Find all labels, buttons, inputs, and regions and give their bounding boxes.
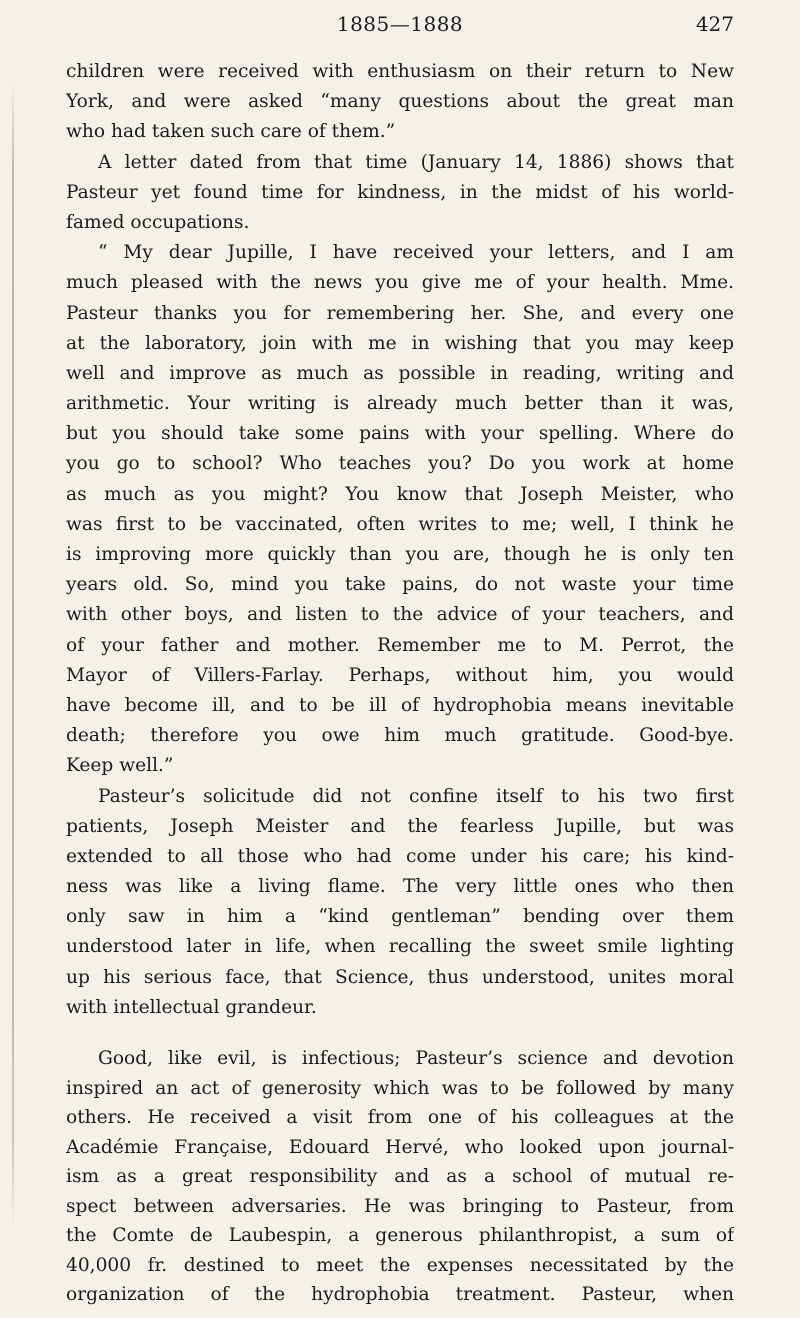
text-line: of your father and mother. Remember me to M. Perrot, the <box>66 634 734 656</box>
text-line: years old. So, mind you take pains, do not waste your time <box>66 574 734 596</box>
text-line: Académie Française, Edouard Hervé, who looked upon journal- <box>66 1136 734 1158</box>
text-line: York, and were asked “many questions about the great man <box>66 91 734 113</box>
text-line: Good, like evil, is infectious; Pasteur’s science and devotion <box>98 1048 734 1069</box>
text-line: as much as you might? You know that Joseph Meister, who <box>66 483 734 505</box>
text-line: children were received with enthusiasm on their return to New <box>66 61 734 82</box>
paragraph <box>66 57 734 148</box>
text-line: have become ill, and to be ill of hydrophobia means inevitable <box>66 694 734 716</box>
gutter-shadow <box>12 80 14 1230</box>
text-line: well and improve as much as possible in reading, writing and <box>66 362 734 384</box>
text-line: 40,000 fr. destined to meet the expenses necessitated by the <box>66 1254 734 1276</box>
text-line: ness was like a living flame. The very little ones who then <box>66 876 734 898</box>
paragraph <box>66 148 734 239</box>
text-line: with other boys, and listen to the advice of your teachers, and <box>66 604 734 626</box>
text-line: A letter dated from that time (January 14, 1886) shows that <box>98 151 734 173</box>
text-line: was first to be vaccinated, often writes to me; well, I think he <box>66 513 734 535</box>
text-line: with intellectual grandeur. <box>66 996 317 1018</box>
text-line: up his serious face, that Science, thus understood, unites moral <box>66 966 734 988</box>
text-line: ism as a great responsibility and as a school of mutual re- <box>66 1166 734 1187</box>
page-header <box>66 12 734 38</box>
paragraph <box>66 782 734 1024</box>
page-number: 427 <box>695 12 734 36</box>
text-line: arithmetic. Your writing is already much better than it was, <box>66 393 734 415</box>
text-line: Pasteur’s solicitude did not confine itself to his two first <box>98 785 734 807</box>
text-line: who had taken such care of them.” <box>66 121 396 143</box>
text-line: spect between adversaries. He was bringing to Pasteur, from <box>66 1195 734 1217</box>
text-line: Pasteur yet found time for kindness, in the midst of his world- <box>66 181 734 203</box>
text-line: Pasteur thanks you for remembering her. She, and every one <box>66 302 734 324</box>
text-line: but you should take some pains with your spelling. Where do <box>66 423 734 445</box>
paragraph <box>66 1044 734 1310</box>
text-line: famed occupations. <box>66 211 250 233</box>
text-line: only saw in him a “kind gentleman” bending over them <box>66 906 734 928</box>
text-line: death; therefore you owe him much gratitude. Good-bye. <box>66 725 734 747</box>
text-line: the Comte de Laubespin, a generous philanthropist, a sum of <box>66 1225 734 1246</box>
text-line: you go to school? Who teaches you? Do you work at home <box>66 453 734 475</box>
text-line: inspired an act of generosity which was to be followed by many <box>66 1077 734 1099</box>
section-gap <box>66 1023 734 1044</box>
text-line: organization of the hydrophobia treatment. Pasteur, when <box>66 1284 734 1305</box>
text-line: “ My dear Jupille, I have received your letters, and I am <box>98 242 734 264</box>
text-line: at the laboratory, join with me in wishing that you may keep <box>66 332 734 354</box>
text-line: Keep well.” <box>66 755 174 777</box>
text-line: patients, Joseph Meister and the fearless Jupille, but was <box>66 815 734 837</box>
text-line: understood later in life, when recalling the sweet smile lighting <box>66 936 734 958</box>
text-line: is improving more quickly than you are, though he is only ten <box>66 544 734 565</box>
text-line: much pleased with the news you give me of your health. Mme. <box>66 272 734 294</box>
text-line: others. He received a visit from one of his colleagues at the <box>66 1107 734 1128</box>
quoted-letter <box>66 238 734 781</box>
text-line: Mayor of Villers-Farlay. Perhaps, without him, you would <box>66 664 734 686</box>
text-line: extended to all those who had come under his care; his kind- <box>66 845 734 867</box>
running-head: 1885—1888 <box>336 12 464 36</box>
body-text <box>66 57 734 1310</box>
